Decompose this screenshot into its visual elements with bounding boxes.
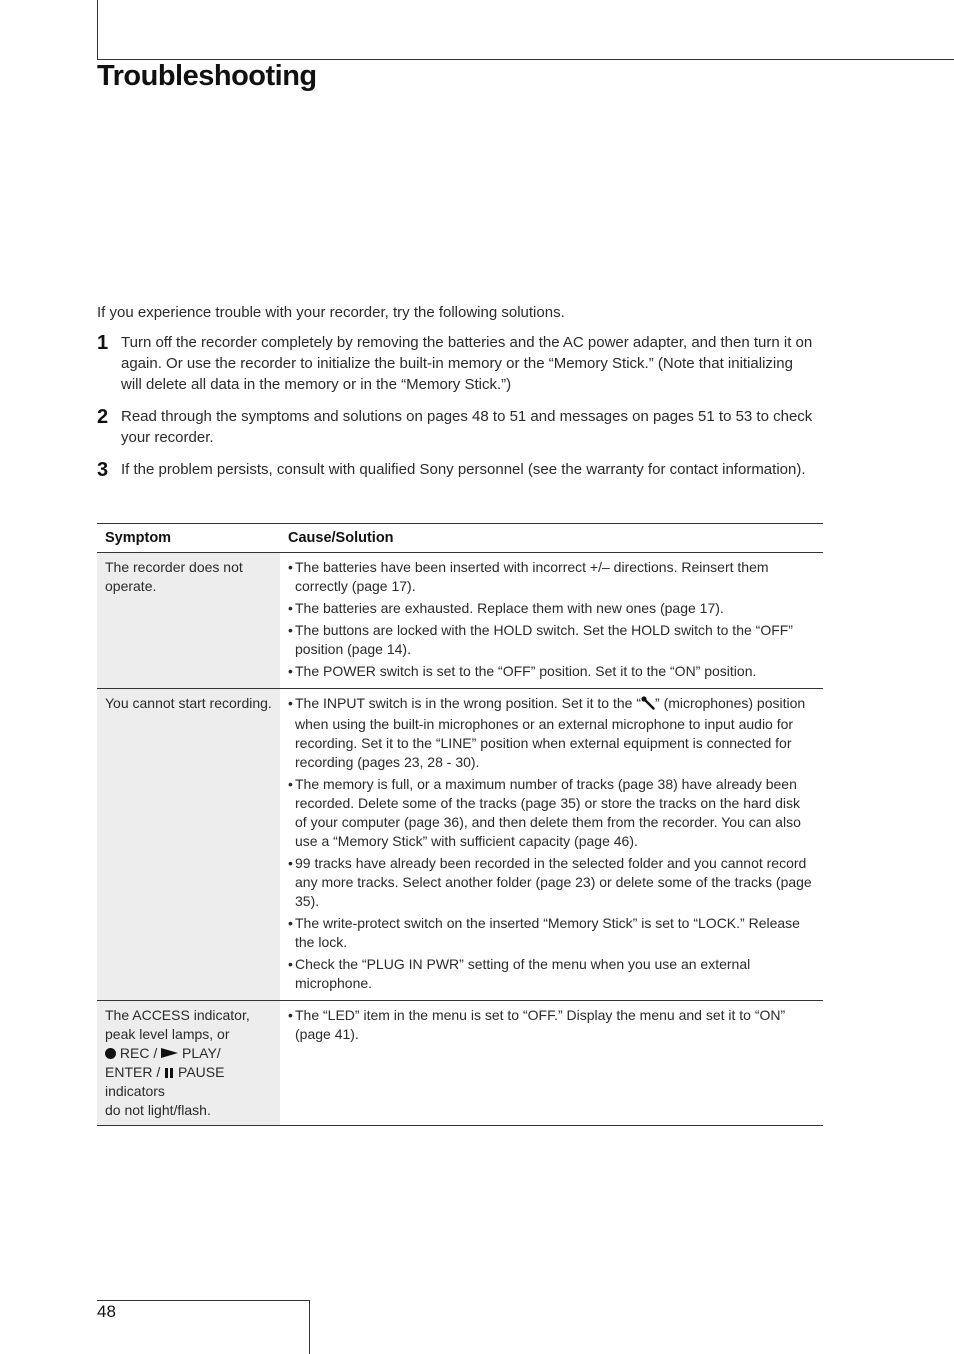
steps-list bbox=[97, 332, 817, 492]
table-row bbox=[97, 689, 823, 1001]
symptom-line: do not light/flash. bbox=[105, 1102, 211, 1118]
table-header-row bbox=[97, 524, 823, 553]
footer-vertical-rule bbox=[309, 1300, 310, 1354]
cause-item: • The POWER switch is set to the “OFF” position. Set it to the “ON” position. bbox=[288, 662, 815, 681]
step-text: Turn off the recorder completely by removing the batteries and the AC power adapter, and then turn it on again. Or use the recorder to initialize the built-in memory or the “Memory Stick.” (Note that initializing will delete all data in the memory or in the “Memory Stick.”) bbox=[121, 334, 813, 393]
cause-item: • The batteries have been inserted with incorrect +/– directions. Reinsert them correctly (page 17). bbox=[288, 558, 815, 596]
column-header-cause: Cause/Solution bbox=[280, 524, 823, 553]
cause-item: • 99 tracks have already been recorded in the selected folder and you cannot record any more tracks. Select another folder (page 23) or delete some of the tracks (page 35). bbox=[288, 854, 815, 911]
symptom-cell: You cannot start recording. bbox=[97, 689, 280, 1001]
step-text: Read through the symptoms and solutions on pages 48 to 51 and messages on pages 51 to 53 to check your recorder. bbox=[121, 408, 813, 446]
cause-item: • The write-protect switch on the inserted “Memory Stick” is set to “LOCK.” Release the lock. bbox=[288, 914, 815, 952]
microphone-icon bbox=[641, 696, 655, 715]
table-row bbox=[97, 1001, 823, 1126]
step-item bbox=[97, 406, 817, 448]
cause-text-part: The INPUT switch is in the wrong position. Set it to the “ bbox=[295, 695, 642, 711]
footer-rule bbox=[97, 1300, 310, 1301]
cause-item-input-switch bbox=[288, 694, 815, 772]
enter-label: ENTER / bbox=[105, 1064, 161, 1080]
cause-cell bbox=[280, 1001, 823, 1126]
cause-item: • The memory is full, or a maximum number of tracks (page 38) have already been recorded. Delete some of the tracks (page 35) or store the tracks on the hard disk of your computer (page 36), and then delete them from the recorder. You can also use a “Memory Stick” with sufficient capacity (page 46). bbox=[288, 775, 815, 851]
intro-text: If you experience trouble with your recorder, try the following solutions. bbox=[97, 304, 565, 321]
cause-list bbox=[288, 694, 815, 993]
step-text: If the problem persists, consult with qualified Sony personnel (see the warranty for contact information). bbox=[121, 461, 806, 478]
symptom-cell: The recorder does not operate. bbox=[97, 553, 280, 689]
cause-item: • Check the “PLUG IN PWR” setting of the menu when you use an external microphone. bbox=[288, 955, 815, 993]
page-frame-top-vertical bbox=[97, 0, 98, 60]
step-item bbox=[97, 332, 817, 395]
table-row bbox=[97, 553, 823, 689]
step-number: 3 bbox=[97, 459, 109, 481]
symptom-line: indicators bbox=[105, 1083, 165, 1099]
troubleshooting-table bbox=[97, 523, 823, 1126]
step-number: 2 bbox=[97, 406, 109, 428]
page-number: 48 bbox=[97, 1302, 116, 1321]
cause-text-part: ” (microphones) position when using the built-in microphones or an external microphone to input audio for recording. Set it to the “LINE” position when external equipment is connected for recording (pages 23, 28 - 30). bbox=[295, 695, 806, 770]
cause-cell bbox=[280, 553, 823, 689]
rec-dot-icon bbox=[105, 1048, 116, 1059]
step-item bbox=[97, 459, 817, 481]
symptom-line: The ACCESS indicator, bbox=[105, 1007, 250, 1023]
cause-list bbox=[288, 558, 815, 681]
cause-cell bbox=[280, 689, 823, 1001]
page-title: Troubleshooting bbox=[97, 60, 317, 92]
cause-item: • The buttons are locked with the HOLD switch. Set the HOLD switch to the “OFF” position (page 14). bbox=[288, 621, 815, 659]
pause-icon bbox=[164, 1068, 174, 1078]
cause-item: • The batteries are exhausted. Replace them with new ones (page 17). bbox=[288, 599, 815, 618]
play-triangle-icon bbox=[161, 1048, 178, 1058]
symptom-line: peak level lamps, or bbox=[105, 1026, 230, 1042]
symptom-cell bbox=[97, 1001, 280, 1126]
cause-item: • The “LED” item in the menu is set to “OFF.” Display the menu and set it to “ON” (page 41). bbox=[288, 1006, 815, 1044]
cause-list bbox=[288, 1006, 815, 1044]
rec-label: REC / bbox=[119, 1045, 158, 1061]
symptom-line bbox=[105, 1044, 272, 1063]
symptom-line bbox=[105, 1063, 272, 1082]
column-header-symptom: Symptom bbox=[97, 524, 280, 553]
step-number: 1 bbox=[97, 332, 109, 354]
pause-label: PAUSE bbox=[178, 1064, 225, 1080]
play-label: PLAY/ bbox=[182, 1045, 221, 1061]
